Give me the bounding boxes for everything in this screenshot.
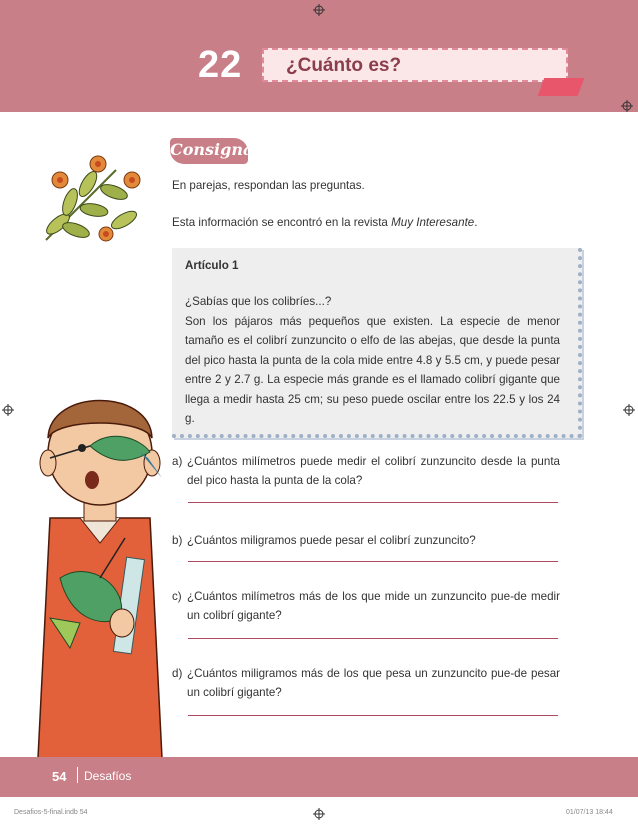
lesson-title-box [262, 48, 568, 82]
question-letter: d) [172, 667, 183, 680]
book-name: Desafíos [84, 769, 132, 783]
article-box [172, 248, 582, 438]
question-letter: c) [172, 590, 182, 603]
registration-mark-icon [2, 404, 14, 416]
question-letter: b) [172, 534, 183, 547]
registration-mark-icon [313, 808, 325, 820]
lesson-number: 22 [198, 44, 243, 86]
flower-branch-illustration [36, 150, 148, 246]
consigna-label: Consigna [170, 140, 254, 159]
intro-prefix: Esta información se encontró en la revista [172, 216, 392, 229]
answer-line-c[interactable] [188, 638, 558, 639]
question-text: ¿Cuántos miligramos puede pesar el colibrí zunzuncito? [187, 534, 476, 547]
registration-mark-icon [313, 4, 325, 16]
intro-text [172, 216, 477, 229]
boy-with-hummingbird-illustration [30, 368, 170, 758]
print-slug-file: Desafios-5-final.indb 54 [14, 809, 88, 816]
question-b [172, 531, 560, 550]
registration-mark-icon [621, 100, 633, 112]
instructions-text: En parejas, respondan las preguntas. [172, 179, 365, 192]
question-c [172, 587, 560, 625]
intro-suffix: . [474, 216, 478, 229]
question-a [172, 452, 560, 490]
answer-line-b[interactable] [188, 561, 558, 562]
question-text: ¿Cuántos miligramos más de los que pesa un zunzuncito pue-de pesar un colibrí gigante? [187, 667, 560, 699]
print-slug-datetime: 01/07/13 18:44 [566, 809, 613, 816]
article-question: ¿Sabías que los colibríes...? [185, 295, 332, 308]
article-title: Artículo 1 [185, 259, 239, 272]
question-text: ¿Cuántos milímetros más de los que mide un zunzuncito pue-de medir un colibrí gigante? [187, 590, 560, 622]
question-text: ¿Cuántos milímetros puede medir el colibrí zunzuncito desde la punta del pico hasta la punta de la cola? [187, 455, 560, 487]
footer-divider [77, 767, 78, 783]
title-ribbon [538, 78, 585, 96]
consigna-badge [170, 138, 254, 164]
article-body: Son los pájaros más pequeños que existen. La especie de menor tamaño es el colibrí zunzuncito o elfo de las abejas, que desde la punta del pico hasta la punta de la cola mide entre 4.8 y 5.5 cm, y puede pesar entre 2 y 2.7 g. La especie más grande es el llamado colibrí gigante que llega a medir hasta 25 cm; su peso puede oscilar entre los 22.5 y los 24 g. [185, 315, 560, 426]
page-number: 54 [52, 769, 67, 784]
magazine-name: Muy Interesante [391, 216, 475, 229]
answer-line-a[interactable] [188, 502, 558, 503]
registration-mark-icon [623, 404, 635, 416]
question-letter: a) [172, 455, 183, 468]
answer-line-d[interactable] [188, 715, 558, 716]
question-d [172, 664, 560, 702]
lesson-title: ¿Cuánto es? [286, 55, 402, 76]
